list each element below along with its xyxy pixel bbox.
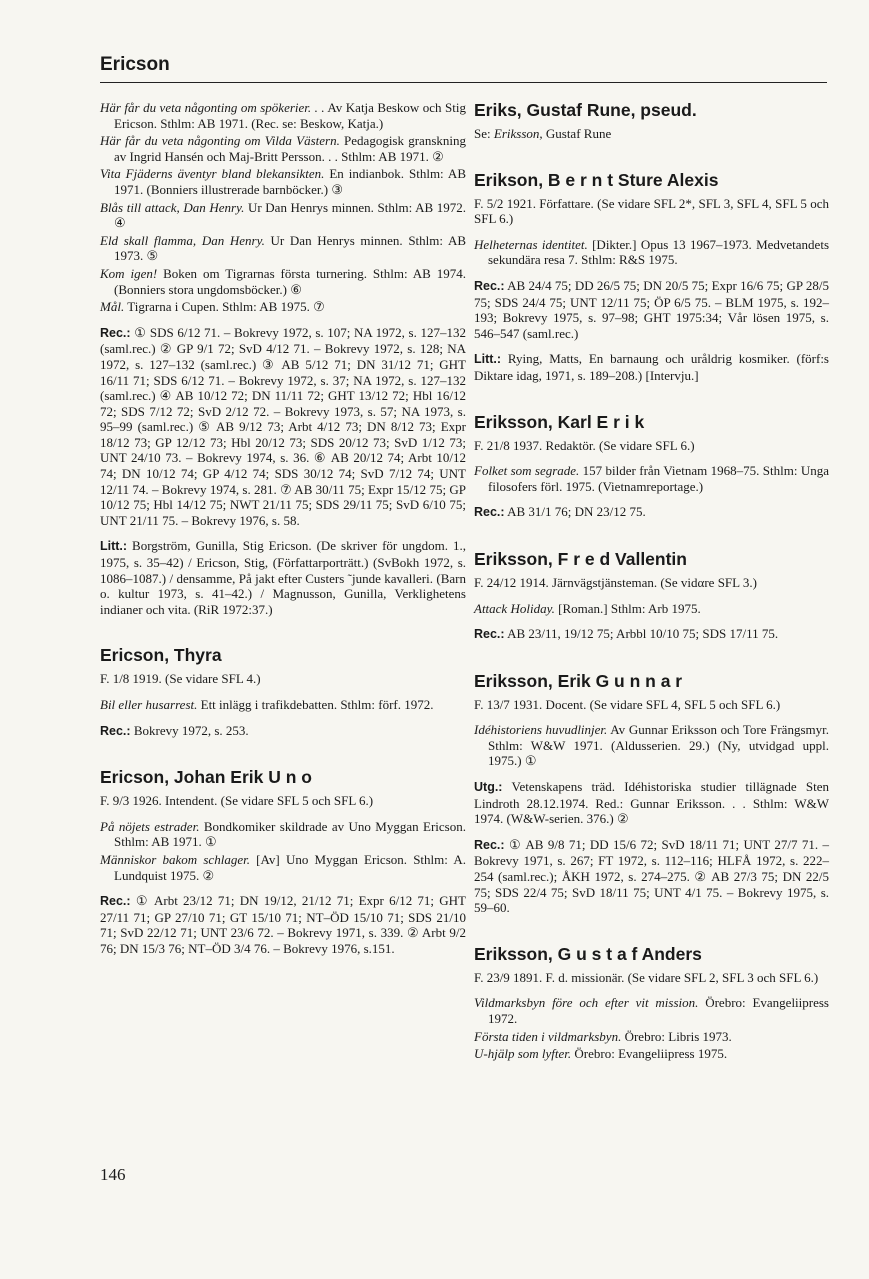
reviews-paragraph [100, 325, 466, 529]
work-entry [100, 166, 466, 197]
work-title: Vita Fjäderns äventyr bland blekansikten. [100, 166, 325, 182]
work-details: Boken om Tigrarnas första turnering. Sthlm: AB 1974. (Bonniers stora ungdomsböcker.) ⑥ [114, 265, 466, 297]
editor-paragraph [474, 779, 829, 827]
entry-title-bernt: Erikson, B e r n t Sture Alexis [474, 169, 719, 190]
work-title: U-hjälp som lyfter. [474, 1046, 572, 1062]
rec-text: ① Arbt 23/12 71; DN 19/12, 21/12 71; Expr 6/12 71; GHT 27/11 71; GP 27/10 71; GT 15/10 71; NT–ÖD 15/10 71; SDS 21/10 71; SvD 22/12 71; UNT 23/6 72. – Bokrevy 1971, s. 339. ② Arbt 9/2 76; DN 15/3 76; NT–ÖD 3/4 76. – Bokrevy 1976, s.151. [100, 893, 466, 956]
work-title: Här får du veta någonting om Vilda Västern. [100, 133, 340, 149]
work-title: Idéhistoriens huvudlinjer. [474, 722, 608, 738]
see-label: Se: [474, 126, 491, 141]
work-details: En indianbok. Sthlm: AB 1971. (Bonniers illustrerade barnböcker.) ③ [114, 166, 466, 197]
entry-title-eriks: Eriks, Gustaf Rune, pseud. [474, 100, 697, 120]
work-entry [100, 852, 466, 883]
work-entry [474, 237, 829, 268]
work-details: Pedagogisk granskning av Ingrid Hansén och Maj-Britt Persson. . . Sthlm: AB 1971. ② [114, 133, 466, 164]
entry-title-uno: Ericson, Johan Erik U n o [100, 767, 312, 788]
work-entry [474, 1046, 829, 1062]
work-details: [Roman.] Sthlm: Arb 1975. [554, 600, 701, 616]
utg-label: Utg.: [474, 780, 503, 795]
entry-bio: F. 5/2 1921. Författare. (Se vidare SFL 2*, SFL 3, SFL 4, SFL 5 och SFL 6.) [474, 195, 829, 227]
work-entry [100, 697, 466, 713]
work-title: Bil eller husarrest. [100, 697, 198, 712]
litt-text: Rying, Matts, En barnaung och uråldrig kosmiker. (förf:s Diktare idag, 1971, s. 189–208.) [Intervju.] [474, 351, 829, 383]
rec-label: Rec.: [474, 505, 505, 520]
literature-paragraph [474, 351, 829, 383]
entry-bio: F. 24/12 1914. Järnvägstjänsteman. (Se vidαre SFL 3.) [474, 574, 757, 590]
work-title: På nöjets estrader. [100, 818, 200, 834]
reviews-paragraph [474, 504, 829, 521]
work-title: Helheternas identitet. [474, 236, 588, 252]
reviews-paragraph [474, 278, 829, 341]
left-column [100, 100, 466, 959]
work-entry [474, 463, 829, 494]
rec-text: AB 23/11, 19/12 75; Arbbl 10/10 75; SDS 17/11 75. [504, 626, 779, 642]
work-entry [100, 200, 466, 231]
work-entry [474, 1029, 829, 1045]
reviews-paragraph [474, 837, 829, 916]
entry-title-gunnar: Eriksson, Erik G u n n a r [474, 670, 683, 691]
page-number: 146 [100, 1165, 126, 1184]
see-surname: Eriksson, [490, 126, 543, 141]
literature-paragraph [100, 538, 466, 617]
work-entry [100, 100, 466, 131]
utg-text: Vetenskapens träd. Idéhistoriska studier tillägnade Sten Lindroth 28.12.1974. Red.: Gunnar Eriksson. . . Sthlm: W&W 1974. (W&W-serien. 376.) ② [474, 779, 829, 827]
rec-label: Rec.: [474, 627, 505, 642]
work-title: Vildmarksbyn före och efter vit mission. [474, 995, 699, 1011]
continued-works-list [100, 100, 466, 315]
rec-label: Rec.: [100, 723, 131, 738]
work-details: Av Katja Beskow och Stig Ericson. Sthlm: AB 1971. (Rec. se: Beskow, Katja.) [114, 100, 466, 131]
entry-title-gustaf: Eriksson, G u s t a f Anders [474, 943, 702, 964]
work-details: Av Gunnar Eriksson och Tore Frängsmyr. Sthlm: W&W 1971. (Aldusserien. 29.) (Ny, utvidgad uppl. 1975.) ① [488, 722, 829, 769]
reviews-paragraph [100, 723, 466, 740]
work-entry [100, 133, 466, 164]
work-entry [474, 995, 829, 1026]
work-details: Ett inlägg i trafikdebatten. Sthlm: förf. 1972. [197, 697, 434, 712]
work-entry [100, 819, 466, 850]
work-title: Folket som segrade. [474, 463, 580, 479]
entry-title-fred: Eriksson, F r e d Vallentin [474, 548, 687, 569]
work-details: [Dikter.] Opus 13 1967–1973. Medvetandets sekundära resa 7. Sthlm: R&S 1975. [488, 236, 830, 268]
work-entry [100, 233, 466, 264]
work-title: Människor bakom schlager. [100, 851, 250, 867]
entry-bio: F. 21/8 1937. Redaktör. (Se vidare SFL 6.) [474, 437, 695, 453]
work-title: Kom igen! [100, 265, 158, 281]
see-reference [474, 126, 829, 142]
work-details: Örebro: Evangeliipress 1972. [488, 995, 829, 1026]
litt-label: Litt.: [474, 352, 502, 367]
work-title: Attack Holiday. [474, 600, 555, 616]
work-details: Tigrarna i Cupen. Sthlm: AB 1975. ⑦ [124, 299, 325, 315]
work-entry [474, 722, 829, 769]
entry-bio: F. 23/9 1891. F. d. missionär. (Se vidare SFL 2, SFL 3 och SFL 6.) [474, 969, 819, 985]
work-details: [Av] Uno Myggan Ericson. Sthlm: A. Lundquist 1975. ② [114, 851, 466, 883]
work-entry [100, 299, 466, 315]
work-title: Blås till attack, Dan Henry. [100, 199, 245, 215]
entry-title-thyra: Ericson, Thyra [100, 645, 222, 666]
see-given-names: Gustaf Rune [542, 126, 612, 141]
reviews-paragraph [100, 893, 466, 956]
rec-text: AB 24/4 75; DD 26/5 75; DN 20/5 75; Expr 16/6 75; GP 28/5 75; SDS 24/4 75; UNT 12/11 75; ÖP 6/5 75. – BLM 1975, s. 192–193; Bokrevy 1975, s. 97–98; GHT 1975:34; Vår lösen 1975, s. 546–547 (saml.rec.) [474, 277, 829, 341]
work-title: Här får du veta någonting om spökerier. . . [100, 100, 325, 115]
rec-label: Rec.: [100, 325, 131, 340]
work-title: Eld skall flamma, Dan Henry. [100, 232, 265, 248]
work-details: Örebro: Evangeliipress 1975. [571, 1046, 728, 1062]
rec-text: AB 31/1 76; DN 23/12 75. [504, 504, 646, 520]
litt-text: Borgström, Gunilla, Stig Ericson. (De skriver för ungdom. 1., 1975, s. 35–42) / Ericson, Stig, (Författarporträtt.) (SvBokh 1972, s. 1086–1087.) / densamme, På jakt efter Custers ˜junde kavalleri. (Barn o. kultur 1973, s. 41–42.) / Magnusson, Gunilla, Verklighetens indianer och vita. (RiR 1972:37.) [100, 538, 466, 617]
entry-bio: F. 1/8 1919. (Se vidare SFL 4.) [100, 671, 261, 687]
work-details: Ur Dan Henrys minnen. Sthlm: AB 1972. ④ [114, 199, 466, 231]
entry-title-karl: Eriksson, Karl E r i k [474, 411, 645, 432]
rec-label: Rec.: [474, 837, 505, 852]
litt-label: Litt.: [100, 539, 128, 554]
header-rule [100, 82, 827, 83]
work-entry [100, 266, 466, 297]
work-details: 157 bilder från Vietnam 1968–75. Sthlm: Unga filosofers förl. 1975. (Vietnamreportage.) [488, 463, 829, 494]
work-entry [474, 601, 829, 617]
work-details: Bondkomiker skildrade av Uno Myggan Ericson. Sthlm: AB 1971. ① [114, 818, 466, 850]
work-title: Mål. [100, 299, 125, 315]
rec-text: Bokrevy 1972, s. 253. [130, 722, 249, 738]
entry-bio: F. 13/7 1931. Docent. (Se vidare SFL 4, SFL 5 och SFL 6.) [474, 696, 781, 712]
running-header: Ericson [100, 54, 170, 75]
work-title: Första tiden i vildmarksbyn. [474, 1028, 622, 1044]
work-details: Ur Dan Henrys minnen. Sthlm: AB 1973. ⑤ [114, 232, 467, 264]
reviews-paragraph [474, 626, 829, 643]
rec-label: Rec.: [100, 894, 131, 909]
entry-bio: F. 9/3 1926. Intendent. (Se vidare SFL 5 och SFL 6.) [100, 793, 374, 809]
rec-label: Rec.: [474, 278, 505, 293]
work-details: Örebro: Libris 1973. [621, 1028, 732, 1044]
right-column [474, 100, 829, 1064]
rec-text: ① AB 9/8 71; DD 15/6 72; SvD 18/11 71; UNT 27/7 71. – Bokrevy 1971, s. 267; FT 1972, s. 112–116; HLFÅ 1972, s. 222–254 (saml.rec.); ÅKH 1972, s. 274–275. ② AB 27/3 75; DN 22/5 75; SDS 22/4 75; SvD 18/11 75; UNT 4/1 75. – Bokrevy 1975, s. 59–60. [474, 836, 829, 916]
rec-text: ① SDS 6/12 71. – Bokrevy 1972, s. 107; NA 1972, s. 127–132 (saml.rec.) ② GP 9/1 72; SvD 4/12 71. – Bokrevy 1972, s. 128; NA 1972, s. 127–132 (saml.rec.) ③ AB 5/12 71; DN 31/12 71; GHT 16/11 71; SDS 6/12 71. – Bokrevy 1972, s. 37; NA 1972, s. 127–132 (saml.rec.) ④ AB 10/12 72; DN 11/11 72; GHT 13/12 72; Hbl 16/12 72; SDS 7/12 72; SvD 2/12 72. – Bokrevy 1973, s. 57; NA 1973, s. 95–99 (saml.rec.) ⑤ AB 9/12 73; Arbt 4/12 73; DN 8/12 73; Expr 18/12 73; GP 12/12 73; Hbl 20/12 73; SDS 20/12 73; SvD 1/12 73; UNT 24/10 73. – Bokrevy 1974, s. 36. ⑥ AB 20/12 74; Arbt 10/12 74; DN 10/12 74; GP 4/12 74; SDS 30/12 74; SvD 7/12 74; UNT 12/11 74. – Bokrevy 1974, s. 281. ⑦ AB 30/11 75; Expr 15/12 75; GP 10/12 75; Hbl 14/12 75; NWT 21/11 75; SDS 29/11 75; SvD 6/10 75; UNT 21/11 75. – Bokrevy 1976, s. 58. [100, 324, 466, 528]
